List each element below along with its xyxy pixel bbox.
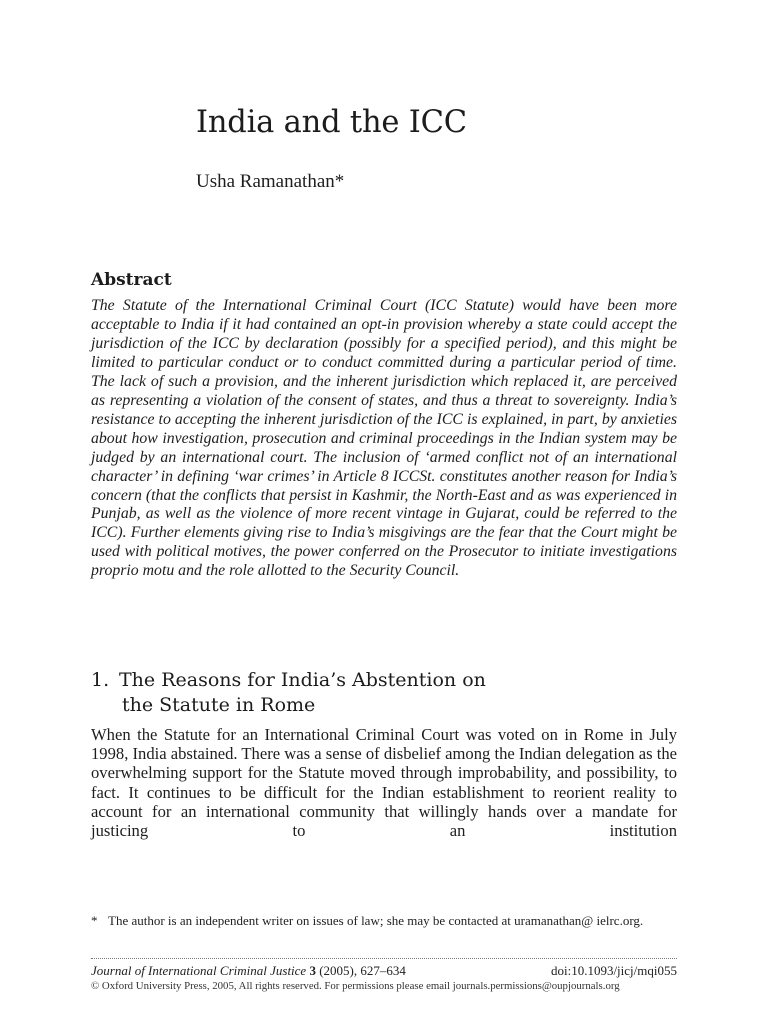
journal-year-pages: (2005), 627–634 <box>319 963 406 978</box>
section-heading <box>91 668 486 718</box>
footer-divider <box>91 958 677 959</box>
journal-volume: 3 <box>309 963 316 978</box>
footnote <box>91 912 681 930</box>
doi: doi:10.1093/jicj/mqi055 <box>550 963 677 978</box>
copyright-notice: © Oxford University Press, 2005, All rights reserved. For permissions please email journals.permissions@oupjournals.org <box>91 980 620 992</box>
abstract-text: The Statute of the International Criminal Court (ICC Statute) would have been more acceptable to India if it had contained an opt-in provision whereby a state could accept the jurisdiction of the ICC by declaration (possibly for a specified period), and this might be limited to particular conduct or to conduct committed during a particular period of time. The lack of such a provision, and the inherent jurisdiction which replaced it, are perceived as representing a violation of the consent of states, and thus a threat to sovereignty. India’s resistance to accepting the inherent jurisdiction of the ICC is explained, in part, by anxieties about how investigation, prosecution and criminal proceedings in the Indian system may be judged by an international court. The inclusion of ‘armed conflict not of an international character’ in defining ‘war crimes’ in Article 8 ICCSt. constitutes another reason for India’s concern (that the conflicts that persist in Kashmir, the North-East and as was experienced in Punjab, as well as the violence of more recent vintage in Gujarat, could be referred to the ICC). Further elements giving rise to India’s misgivings are the fear that the Court might be used with political motives, the power conferred on the Prosecutor to initiate investigations proprio motu and the role allotted to the Security Council. <box>91 297 677 580</box>
section-title-line-2: the Statute in Rome <box>122 694 316 716</box>
footnote-marker: * <box>91 913 98 928</box>
journal-reference <box>91 963 406 979</box>
journal-name: Journal of International Criminal Justice <box>91 963 307 978</box>
article-author: Usha Ramanathan* <box>196 171 345 192</box>
abstract-heading: Abstract <box>91 270 172 290</box>
article-title: India and the ICC <box>196 105 467 140</box>
section-number: 1. <box>91 669 110 691</box>
footnote-text: The author is an independent writer on issues of law; she may be contacted at uramanathan@ ielrc.org. <box>108 913 644 928</box>
section-title-line-1: The Reasons for India’s Abstention on <box>119 669 486 691</box>
section-body-text: When the Statute for an International Criminal Court was voted on in Rome in July 1998, India abstained. There was a sense of disbelief among the Indian delegation as the overwhelming support for the Statute moved through improbability, and possibility, to fact. It continues to be difficult for the Indian establishment to reorient reality to account for an international community that willingly hands over a mandate for justicing to an institution <box>91 725 677 841</box>
journal-citation <box>91 963 677 979</box>
